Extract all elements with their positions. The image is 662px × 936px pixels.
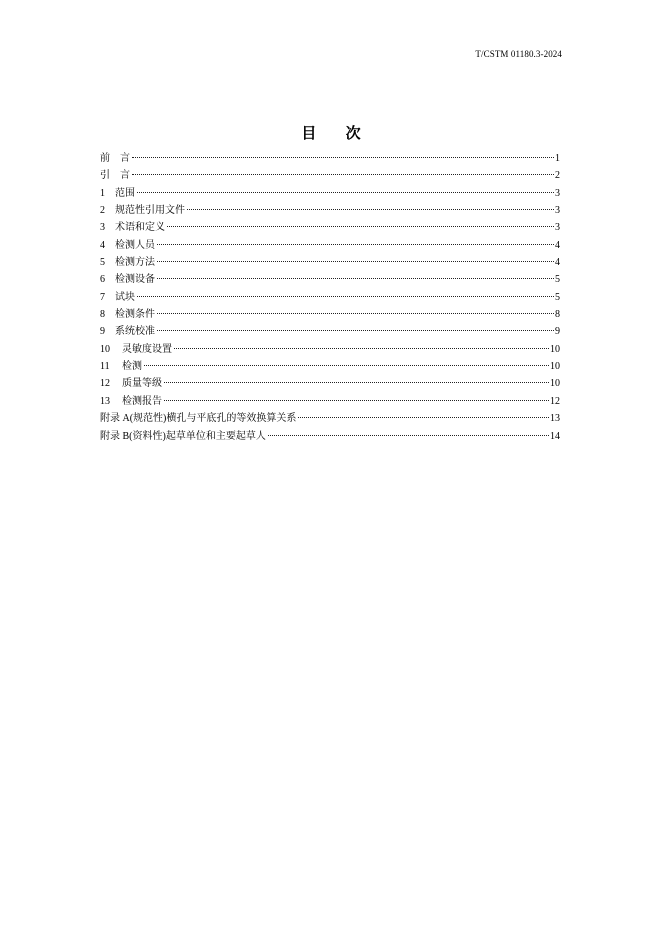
toc-entry-report[interactable] [100,393,560,410]
toc-entry-label: 试块 [115,291,135,303]
toc-entry-personnel[interactable] [100,237,560,254]
toc-dot-leader [137,296,554,297]
toc-dot-leader [174,348,549,349]
toc-entry-equipment[interactable] [100,271,560,288]
toc-entry-normative-references[interactable] [100,202,560,219]
toc-dot-leader [164,400,549,401]
toc-entry-label: 系统校准 [115,326,155,338]
toc-dot-leader [157,278,554,279]
toc-entry-label: 检测人员 [115,239,155,251]
toc-entry-number: 12 [100,378,110,390]
toc-entry-page: 1 [555,153,560,164]
toc-entry-page: 3 [555,187,560,199]
toc-entry-number: 5 [100,257,105,269]
toc-entry-label: 灵敏度设置 [122,343,172,355]
toc-entry-number: 6 [100,274,105,286]
toc-entry-number: 10 [100,343,110,355]
toc-entry-label: 检测方法 [115,257,155,269]
toc-entry-page: 2 [555,170,560,182]
toc-entry-label: 附录 A(规范性)横孔与平底孔的等效换算关系 [100,413,297,425]
toc-entry-label: 检测设备 [115,274,155,286]
toc-entry-label: 术语和定义 [115,222,165,234]
toc-entry-number: 9 [100,326,105,338]
toc-entry-sensitivity[interactable] [100,341,560,358]
toc-dot-leader [157,244,554,245]
toc-dot-leader [144,365,549,366]
toc-entry-label: 检测条件 [115,309,155,321]
toc-dot-leader [132,174,554,175]
toc-entry-annex-a[interactable] [100,410,560,427]
toc-entry-number: 4 [100,239,105,251]
toc-entry-test-block[interactable] [100,289,560,306]
toc-entry-scope[interactable] [100,185,560,202]
toc-title: 目 次 [301,124,373,142]
toc-entry-page: 13 [550,413,560,425]
toc-entry-label: 规范性引用文件 [115,205,185,217]
toc-entry-page: 5 [555,291,560,303]
document-id: T/CSTM 01180.3-2024 [475,49,562,59]
toc-entry-label: 前 言 [100,153,130,164]
toc-entry-inspection[interactable] [100,358,560,375]
toc-entry-label: 检测报告 [122,395,162,407]
toc-entry-number: 13 [100,395,110,407]
toc-dot-leader [298,417,549,418]
toc-entry-page: 10 [550,361,560,373]
toc-dot-leader [164,382,549,383]
toc-entry-page: 14 [550,430,560,442]
toc-dot-leader [157,330,554,331]
toc-entry-number: 3 [100,222,105,234]
toc-entry-page: 10 [550,378,560,390]
toc-entry-label: 附录 B(资料性)起草单位和主要起草人 [100,430,266,442]
toc-dot-leader [187,209,554,210]
toc-entry-label: 引 言 [100,170,130,182]
toc-entry-quality-grade[interactable] [100,375,560,392]
toc-entry-page: 4 [555,257,560,269]
toc-entry-page: 3 [555,222,560,234]
toc-entry-page: 8 [555,309,560,321]
toc-dot-leader [268,435,549,436]
toc-entry-page: 4 [555,239,560,251]
toc-entry-conditions[interactable] [100,306,560,323]
toc-entry-label: 检测 [122,361,142,373]
toc-entry-number: 8 [100,309,105,321]
table-of-contents [100,150,560,445]
toc-entry-methods[interactable] [100,254,560,271]
toc-entry-introduction[interactable] [100,167,560,184]
toc-entry-label: 质量等级 [122,378,162,390]
toc-entry-page: 10 [550,343,560,355]
toc-entry-number: 7 [100,291,105,303]
toc-entry-terms-definitions[interactable] [100,219,560,236]
toc-entry-calibration[interactable] [100,323,560,340]
toc-dot-leader [137,192,554,193]
toc-dot-leader [167,226,554,227]
toc-dot-leader [157,313,554,314]
toc-dot-leader [132,157,554,158]
toc-entry-annex-b[interactable] [100,428,560,445]
toc-entry-number: 11 [100,361,110,373]
toc-entry-page: 12 [550,395,560,407]
toc-entry-number: 2 [100,205,105,217]
toc-dot-leader [157,261,554,262]
toc-entry-foreword[interactable] [100,150,560,167]
toc-entry-page: 3 [555,205,560,217]
toc-entry-page: 9 [555,326,560,338]
toc-entry-label: 范围 [115,187,135,199]
toc-entry-page: 5 [555,274,560,286]
toc-entry-number: 1 [100,187,105,199]
